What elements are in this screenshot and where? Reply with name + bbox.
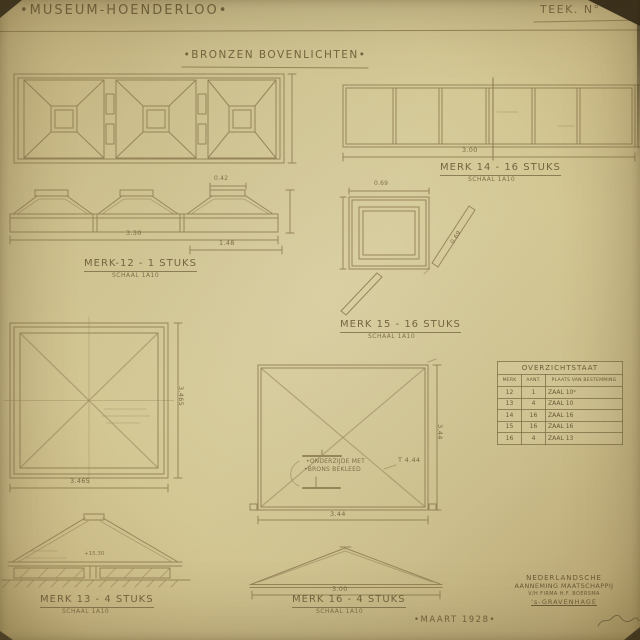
sheet-number: TEEK. N° — [540, 3, 601, 16]
merk16-note-line2: •BRONS BEKLEED — [304, 466, 361, 473]
company-name-line3: V/H FIRMA H.F. BOERSMA — [528, 591, 600, 597]
cell-aant: 16 — [522, 421, 546, 433]
merk15-scale: SCHAAL 1A10 — [368, 333, 416, 340]
merk13-dim-width: 3.465 — [70, 477, 91, 485]
merk15-dim-bar: 0.69 — [449, 229, 463, 246]
merk12-dim-total: 3.30 — [126, 229, 142, 237]
col-plaats: PLAATS VAN BESTEMMING — [546, 375, 623, 387]
cell-merk: 13 — [498, 398, 522, 410]
merk12-dim-part: 1.48 — [219, 239, 235, 247]
table-row — [498, 433, 623, 445]
merk16-dim-height: 3.44 — [436, 424, 444, 440]
merk12-scale: SCHAAL 1A10 — [112, 272, 160, 279]
company-block — [497, 574, 631, 606]
merk14-plan — [343, 78, 640, 161]
merk16-plan — [250, 359, 444, 524]
merk16-note-line1: •ONDERZIJDE MET — [306, 458, 365, 465]
merk15-dim-top: 0.69 — [374, 180, 389, 187]
cell-plaats: ZAAL 10ᵃ — [546, 387, 623, 399]
signature — [598, 615, 639, 626]
merk16-dim-width: 3.44 — [330, 510, 346, 518]
overview-table-header — [498, 375, 623, 387]
merk16-scale: SCHAAL 1A10 — [316, 608, 364, 615]
merk12-plan — [14, 74, 296, 163]
overview-table-title: OVERZICHTSTAAT — [498, 362, 623, 375]
table-row — [498, 398, 623, 410]
merk15-label: MERK 15 - 16 STUKS — [340, 319, 461, 333]
cell-aant: 4 — [522, 398, 546, 410]
cell-merk: 12 — [498, 387, 522, 399]
merk16-label: MERK 16 - 4 STUKS — [292, 594, 406, 608]
merk15-plan — [340, 188, 475, 315]
drawing-subtitle: •BRONZEN BOVENLICHTEN• — [183, 49, 367, 61]
cell-aant: 4 — [522, 433, 546, 445]
col-merk: MERK — [498, 375, 522, 387]
company-city: 's-GRAVENHAGE — [531, 598, 597, 606]
merk12-dim-cap: 0.42 — [214, 175, 229, 182]
table-row — [498, 387, 623, 399]
merk12-label: MERK-12 - 1 STUKS — [84, 258, 197, 272]
page-title: •MUSEUM-HOENDERLOO• — [20, 3, 229, 18]
merk14-dim-total: 3.00 — [462, 146, 478, 154]
sheet-date: •MAART 1928• — [413, 615, 497, 625]
merk13-plan — [4, 317, 185, 492]
merk14-label: MERK 14 - 16 STUKS — [440, 162, 561, 176]
cell-plaats: ZAAL 10 — [546, 398, 623, 410]
table-row — [498, 421, 623, 433]
merk13-dim-height: 3.465 — [177, 386, 185, 407]
merk16-profile-note: T 4.44 — [398, 456, 421, 464]
cell-merk: 16 — [498, 433, 522, 445]
table-row — [498, 410, 623, 422]
overview-table — [497, 361, 623, 445]
cell-plaats: ZAAL 13 — [546, 433, 623, 445]
merk12-elevation — [10, 183, 294, 254]
cell-merk: 15 — [498, 421, 522, 433]
company-name-line1: NEDERLANDSCHE — [526, 574, 602, 582]
company-name-line2: AANNEMING MAATSCHAPPIJ — [514, 582, 614, 590]
merk16-elev-dim: 3.00 — [332, 585, 348, 593]
cell-merk: 14 — [498, 410, 522, 422]
col-aant: AANT. — [522, 375, 546, 387]
cell-aant: 1 — [522, 387, 546, 399]
merk13-level-note: +15.30 — [84, 551, 105, 557]
cell-plaats: ZAAL 16 — [546, 410, 623, 422]
merk13-label: MERK 13 - 4 STUKS — [40, 594, 154, 608]
cell-plaats: ZAAL 16 — [546, 421, 623, 433]
cell-aant: 16 — [522, 410, 546, 422]
merk13-scale: SCHAAL 1A10 — [62, 608, 110, 615]
merk14-scale: SCHAAL 1A10 — [468, 176, 516, 183]
